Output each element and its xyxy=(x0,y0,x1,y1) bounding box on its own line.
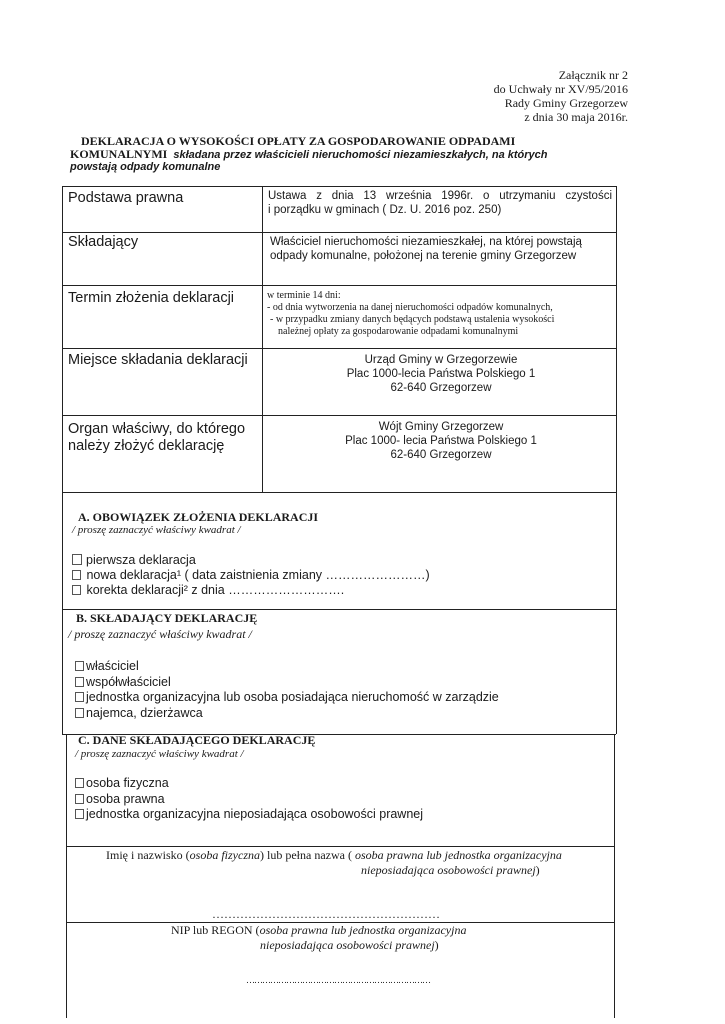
checkbox[interactable] xyxy=(75,692,84,702)
office-name: Urząd Gminy w Grzegorzewie xyxy=(364,354,518,366)
document-title-line3: powstają odpady komunalne xyxy=(70,161,221,173)
authority-value xyxy=(270,420,612,462)
legal-basis-label: Podstawa prawna xyxy=(68,190,184,206)
option-legal-person[interactable] xyxy=(75,791,165,807)
checkbox[interactable] xyxy=(75,778,84,788)
section-c-hint: / proszę zaznaczyć właściwy kwadrat / xyxy=(75,748,244,760)
name-label-italic: osoba prawna lub jednostka organizacyjna xyxy=(354,848,562,862)
checkbox[interactable] xyxy=(75,661,84,671)
section-c-title: C. DANE SKŁADAJĄCEGO DEKLARACJĘ xyxy=(78,733,316,747)
option-first-declaration[interactable] xyxy=(72,552,196,568)
submission-place-value xyxy=(270,353,612,395)
option-label: właściciel xyxy=(86,659,139,673)
legal-basis-line: i porządku w gminach ( Dz. U. 2016 poz. 250) xyxy=(268,204,502,216)
option-label: pierwsza deklaracja xyxy=(86,553,196,567)
option-organizational-unit[interactable] xyxy=(75,806,423,822)
submitter-line: odpady komunalne, położonej na terenie gminy Grzegorzew xyxy=(270,250,577,262)
submitter-line: Właściciel nieruchomości niezamieszkałej, na której powstają xyxy=(270,236,582,248)
attachment-header xyxy=(494,68,628,124)
option-new-declaration[interactable] xyxy=(72,567,430,583)
attachment-number: Załącznik nr 2 xyxy=(558,68,628,82)
option-owner[interactable] xyxy=(75,658,139,674)
option-label: jednostka organizacyjna lub osoba posiadająca nieruchomość w zarządzie xyxy=(86,690,499,704)
document-title-italic: składana przez właścicieli nieruchomości niezamieszkałych, na których xyxy=(173,149,548,161)
deadline-line: należnej opłaty za gospodarowanie odpadami komunalnymi xyxy=(278,326,519,337)
option-label: współwłaściciel xyxy=(86,675,171,689)
office-street: Plac 1000-lecia Państwa Polskiego 1 xyxy=(346,368,536,380)
document-title-line1: DEKLARACJA O WYSOKOŚCI OPŁATY ZA GOSPODAROWANIE ODPADAMI xyxy=(81,134,516,148)
submitter-label: Składający xyxy=(68,234,139,250)
deadline-line: - w przypadku zmiany danych będących podstawą ustalenia wysokości xyxy=(270,314,555,325)
submission-place-label: Miejsce składania deklaracji xyxy=(68,352,248,368)
section-b-hint: / proszę zaznaczyć właściwy kwadrat / xyxy=(68,627,252,641)
name-field-label-line2 xyxy=(361,863,540,878)
nip-label-part: ) xyxy=(434,938,439,952)
name-label-part: Imię i nazwisko ( xyxy=(106,848,190,862)
name-label-part: ) xyxy=(535,863,540,877)
authority-label-line: należy złożyć deklarację xyxy=(68,438,225,454)
section-b-title: B. SKŁADAJĄCY DEKLARACJĘ xyxy=(76,611,258,625)
authority-label xyxy=(68,421,245,455)
checkbox[interactable] xyxy=(72,585,81,595)
option-managing-entity[interactable] xyxy=(75,689,499,705)
nip-input-dots[interactable]: …………………………………………………………… xyxy=(246,975,430,985)
option-co-owner[interactable] xyxy=(75,674,171,690)
nip-field-label xyxy=(171,923,466,938)
deadline-label: Termin złożenia deklaracji xyxy=(68,290,235,306)
authority-city: 62-640 Grzegorzew xyxy=(390,449,492,461)
legal-basis-value xyxy=(268,189,612,217)
submitter-value xyxy=(270,235,612,263)
deadline-line: w terminie 14 dni: xyxy=(267,290,341,301)
name-input-dots[interactable]: ………………………………………………… xyxy=(212,907,440,921)
option-tenant[interactable] xyxy=(75,705,203,721)
option-label: nowa deklaracja¹ ( data zaistnienia zmiany ……………………) xyxy=(86,568,430,582)
deadline-line: - od dnia wytworzenia na danej nieruchomości odpadów komunalnych, xyxy=(267,302,553,313)
checkbox[interactable] xyxy=(75,708,84,718)
resolution-number: do Uchwały nr XV/95/2016 xyxy=(493,82,628,96)
option-label: najemca, dzierżawca xyxy=(86,706,203,720)
nip-label-italic: osoba prawna lub jednostka organizacyjna xyxy=(259,923,467,937)
nip-field-label-line2 xyxy=(260,938,439,953)
name-field-label xyxy=(106,848,562,863)
checkbox[interactable] xyxy=(72,554,82,565)
option-natural-person[interactable] xyxy=(75,775,169,791)
name-label-italic: nieposiadająca osobowości prawnej xyxy=(361,863,536,877)
section-a-hint: / proszę zaznaczyć właściwy kwadrat / xyxy=(72,524,241,536)
option-label: osoba prawna xyxy=(86,792,165,806)
checkbox[interactable] xyxy=(72,570,81,580)
option-label: jednostka organizacyjna nieposiadająca osobowości prawnej xyxy=(86,807,424,821)
resolution-date: z dnia 30 maja 2016r. xyxy=(524,110,628,124)
checkbox[interactable] xyxy=(75,677,84,687)
nip-label-part: NIP lub REGON ( xyxy=(171,923,260,937)
option-correction-declaration[interactable] xyxy=(72,582,344,598)
council-name: Rady Gminy Grzegorzew xyxy=(504,96,628,110)
office-city: 62-640 Grzegorzew xyxy=(390,382,492,394)
checkbox[interactable] xyxy=(75,809,84,819)
deadline-value xyxy=(267,290,554,338)
section-a-title: A. OBOWIĄZEK ZŁOŻENIA DEKLARACJI xyxy=(78,510,319,524)
legal-basis-line: Ustawa z dnia 13 września 1996r. o utrzymaniu czystości xyxy=(268,190,612,202)
option-label: osoba fizyczna xyxy=(86,776,169,790)
option-label: korekta deklaracji² z dnia ………………………. xyxy=(86,583,345,597)
name-label-italic: osoba fizyczna xyxy=(189,848,260,862)
authority-label-line: Organ właściwy, do którego xyxy=(68,421,246,437)
checkbox[interactable] xyxy=(75,794,84,804)
document-title-line2 xyxy=(70,147,548,162)
document-title-bold: KOMUNALNYMI xyxy=(70,147,168,161)
nip-label-italic: nieposiadająca osobowości prawnej xyxy=(260,938,435,952)
authority-street: Plac 1000- lecia Państwa Polskiego 1 xyxy=(345,435,537,447)
authority-name: Wójt Gminy Grzegorzew xyxy=(378,421,504,433)
name-label-part: ) lub pełna nazwa ( xyxy=(260,848,355,862)
